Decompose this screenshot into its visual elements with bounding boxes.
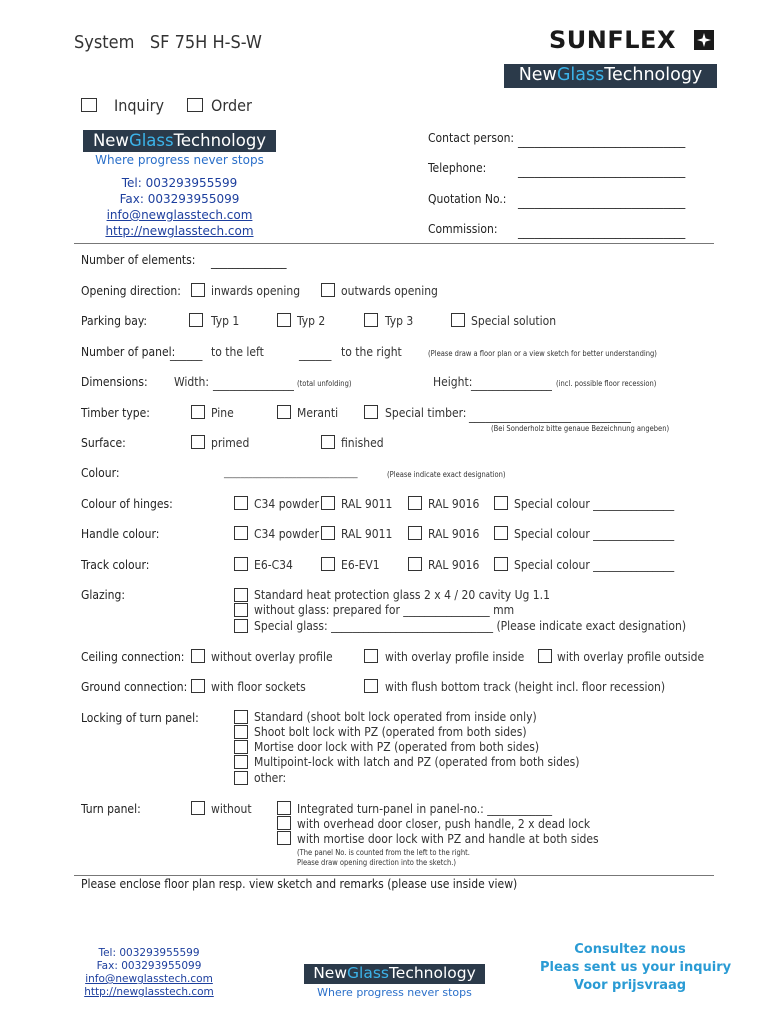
- ceiling-without-checkbox[interactable]: [191, 649, 205, 663]
- surface-label: Surface:: [81, 436, 126, 450]
- finished-checkbox[interactable]: [321, 435, 335, 449]
- glazing-standard-label: Standard heat protection glass 2 x 4 / 20 cavity Ug 1.1: [254, 588, 550, 602]
- meranti-checkbox[interactable]: [277, 405, 291, 419]
- contact-person-label: Contact person:: [428, 131, 515, 145]
- commission-field[interactable]: _______________________________: [518, 225, 686, 239]
- hinges-c34-label: C34 powder: [254, 497, 319, 511]
- turn-panel-note-2: Please draw opening direction into the sketch.): [297, 858, 457, 867]
- width-field[interactable]: _______________: [213, 377, 294, 391]
- ceiling-inside-checkbox[interactable]: [364, 649, 378, 663]
- footer-fax: Fax: 003293955099: [96, 960, 202, 972]
- locking-standard-checkbox[interactable]: [234, 710, 248, 724]
- company-tagline: Where progress never stops: [95, 153, 264, 167]
- height-note: (incl. possible floor recession): [556, 379, 657, 388]
- hinges-special-checkbox[interactable]: [494, 496, 508, 510]
- company-logo: NewGlassTechnology: [83, 130, 276, 152]
- track-e6c34-label: E6-C34: [254, 558, 293, 572]
- special-solution-label: Special solution: [471, 314, 557, 328]
- company-web-link[interactable]: http://newglasstech.com: [105, 224, 254, 238]
- top-divider: [74, 243, 714, 244]
- system-label: System: [74, 32, 135, 53]
- colour-of-hinges-label: Colour of hinges:: [81, 497, 173, 511]
- track-special-checkbox[interactable]: [494, 557, 508, 571]
- contact-person-field[interactable]: _______________________________: [518, 134, 686, 148]
- hinges-ral9016-checkbox[interactable]: [408, 496, 422, 510]
- panels-right-label: to the right: [341, 345, 402, 359]
- track-special-label[interactable]: Special colour _______________: [514, 558, 675, 572]
- ground-sockets-label: with floor sockets: [211, 680, 306, 694]
- ceiling-outside-checkbox[interactable]: [538, 649, 552, 663]
- cta-consult: Consultez nous: [574, 942, 686, 957]
- outwards-opening-checkbox[interactable]: [321, 283, 335, 297]
- turn-panel-label: Turn panel:: [81, 802, 141, 816]
- hinges-c34-checkbox[interactable]: [234, 496, 248, 510]
- outwards-opening-label: outwards opening: [341, 284, 438, 298]
- ceiling-inside-label: with overlay profile inside: [385, 650, 525, 664]
- locking-multipoint-label: Multipoint-lock with latch and PZ (operated from both sides): [254, 755, 580, 769]
- footer-tagline: Where progress never stops: [317, 986, 472, 999]
- timber-type-label: Timber type:: [81, 406, 150, 420]
- glazing-special-checkbox[interactable]: [234, 619, 248, 633]
- width-label: Width:: [174, 375, 209, 389]
- ground-connection-label: Ground connection:: [81, 680, 188, 694]
- handle-c34-checkbox[interactable]: [234, 526, 248, 540]
- inquiry-label: Inquiry: [114, 96, 165, 115]
- parking-bay-label: Parking bay:: [81, 314, 148, 328]
- handle-special-checkbox[interactable]: [494, 526, 508, 540]
- typ3-label: Typ 3: [385, 314, 414, 328]
- typ1-checkbox[interactable]: [189, 313, 203, 327]
- dimensions-label: Dimensions:: [81, 375, 148, 389]
- inquiry-checkbox[interactable]: [81, 98, 97, 112]
- order-checkbox[interactable]: [187, 98, 203, 112]
- quotation-no-label: Quotation No.:: [428, 192, 507, 206]
- special-solution-checkbox[interactable]: [451, 313, 465, 327]
- locking-other-checkbox[interactable]: [234, 771, 248, 785]
- special-timber-field[interactable]: ______________________________: [469, 409, 631, 423]
- number-of-panels-label: Number of panel:: [81, 345, 176, 359]
- hinges-ral9011-label: RAL 9011: [341, 497, 393, 511]
- typ1-label: Typ 1: [211, 314, 240, 328]
- panels-left-label: to the left: [211, 345, 264, 359]
- turn-panel-mortise-label: with mortise door lock with PZ and handle at both sides: [297, 832, 599, 846]
- handle-ral9016-label: RAL 9016: [428, 527, 480, 541]
- width-note: (total unfolding): [297, 379, 352, 388]
- track-e6c34-checkbox[interactable]: [234, 557, 248, 571]
- system-value: SF 75H H-S-W: [149, 32, 262, 53]
- handle-ral9011-label: RAL 9011: [341, 527, 393, 541]
- glazing-special-label[interactable]: Special glass: ______________________________ (Please indicate exact designation): [254, 619, 687, 633]
- cta-inquiry: Pleas sent us your inquiry: [540, 960, 732, 975]
- enclose-note: Please enclose floor plan resp. view sketch and remarks (please use inside view): [81, 877, 518, 891]
- typ2-checkbox[interactable]: [277, 313, 291, 327]
- inwards-opening-label: inwards opening: [211, 284, 301, 298]
- handle-ral9011-checkbox[interactable]: [321, 526, 335, 540]
- ground-sockets-checkbox[interactable]: [191, 679, 205, 693]
- locking-mortise-checkbox[interactable]: [234, 740, 248, 754]
- handle-colour-label: Handle colour:: [81, 527, 160, 541]
- typ2-label: Typ 2: [297, 314, 326, 328]
- locking-multipoint-checkbox[interactable]: [234, 755, 248, 769]
- brand-star-icon: [694, 30, 714, 50]
- track-ral9016-checkbox[interactable]: [408, 557, 422, 571]
- footer-web-link[interactable]: http://newglasstech.com: [84, 986, 214, 998]
- hinges-special-label[interactable]: Special colour _______________: [514, 497, 675, 511]
- colour-note: (Please indicate exact designation): [387, 470, 506, 479]
- quotation-no-field[interactable]: _______________________________: [518, 195, 686, 209]
- primed-checkbox[interactable]: [191, 435, 205, 449]
- system-title: [74, 32, 262, 53]
- brand-name: SUNFLEX: [549, 26, 676, 54]
- hinges-ral9016-label: RAL 9016: [428, 497, 480, 511]
- track-e6ev1-checkbox[interactable]: [321, 557, 335, 571]
- ceiling-outside-label: with overlay profile outside: [557, 650, 705, 664]
- inwards-opening-checkbox[interactable]: [191, 283, 205, 297]
- special-timber-checkbox[interactable]: [364, 405, 378, 419]
- company-email-link[interactable]: info@newglasstech.com: [106, 208, 253, 222]
- footer-logo: NewGlassTechnology: [304, 964, 485, 984]
- glazing-without-label[interactable]: without glass: prepared for ________________ mm: [254, 603, 515, 617]
- height-label: Height:: [433, 375, 473, 389]
- locking-standard-label: Standard (shoot bolt lock operated from inside only): [254, 710, 537, 724]
- handle-c34-label: C34 powder: [254, 527, 319, 541]
- order-label: Order: [211, 96, 252, 115]
- telephone-field[interactable]: _______________________________: [518, 164, 686, 178]
- ceiling-connection-label: Ceiling connection:: [81, 650, 185, 664]
- locking-shootbolt-label: Shoot bolt lock with PZ (operated from both sides): [254, 725, 527, 739]
- opening-direction-label: Opening direction:: [81, 284, 181, 298]
- pine-checkbox[interactable]: [191, 405, 205, 419]
- locking-shootbolt-checkbox[interactable]: [234, 725, 248, 739]
- turn-panel-mortise-checkbox[interactable]: [277, 831, 291, 845]
- locking-mortise-label: Mortise door lock with PZ (operated from both sides): [254, 740, 540, 754]
- footer-tel: Tel: 003293955599: [98, 947, 200, 959]
- primed-label: primed: [211, 436, 250, 450]
- telephone-label: Telephone:: [428, 161, 487, 175]
- locking-other-label: other:: [254, 771, 287, 785]
- ceiling-without-label: without overlay profile: [211, 650, 333, 664]
- typ3-checkbox[interactable]: [364, 313, 378, 327]
- glazing-label: Glazing:: [81, 588, 125, 602]
- track-colour-label: Track colour:: [81, 558, 150, 572]
- height-field[interactable]: _______________: [471, 377, 552, 391]
- header-logo: NewGlassTechnology: [504, 64, 717, 88]
- panels-left-field[interactable]: ______: [170, 347, 203, 361]
- turn-panel-integrated-checkbox[interactable]: [277, 801, 291, 815]
- panels-note: (Please draw a floor plan or a view sketch for better understanding): [428, 349, 657, 358]
- finished-label: finished: [341, 436, 384, 450]
- meranti-label: Meranti: [297, 406, 339, 420]
- number-of-elements-field[interactable]: ______________: [211, 255, 287, 269]
- glazing-without-checkbox[interactable]: [234, 603, 248, 617]
- ground-flush-checkbox[interactable]: [364, 679, 378, 693]
- company-fax: Fax: 003293955099: [119, 192, 240, 206]
- turn-panel-closer-label: with overhead door closer, push handle, 2 x dead lock: [297, 817, 591, 831]
- panels-right-field[interactable]: ______: [299, 347, 332, 361]
- turn-panel-note-1: (The panel No. is counted from the left to the right.: [297, 848, 470, 857]
- commission-label: Commission:: [428, 222, 498, 236]
- pine-label: Pine: [211, 406, 234, 420]
- turn-panel-integrated-label[interactable]: Integrated turn-panel in panel-no.: ____________: [297, 802, 553, 816]
- hinges-ral9011-checkbox[interactable]: [321, 496, 335, 510]
- cta-prijsvraag: Voor prijsvraag: [573, 978, 687, 993]
- handle-ral9016-checkbox[interactable]: [408, 526, 422, 540]
- turn-panel-without-checkbox[interactable]: [191, 801, 205, 815]
- brand-wordmark: [549, 26, 676, 54]
- colour-label: Colour:: [81, 466, 120, 480]
- track-ral9016-label: RAL 9016: [428, 558, 480, 572]
- turn-panel-without-label: without: [211, 802, 252, 816]
- company-tel: Tel: 003293955599: [121, 176, 238, 190]
- special-timber-label: Special timber:: [385, 406, 467, 420]
- turn-panel-closer-checkbox[interactable]: [277, 816, 291, 830]
- ground-flush-label: with flush bottom track (height incl. floor recession): [385, 680, 666, 694]
- number-of-elements-label: Number of elements:: [81, 253, 196, 267]
- handle-special-label[interactable]: Special colour _______________: [514, 527, 675, 541]
- locking-turn-panel-label: Locking of turn panel:: [81, 711, 199, 725]
- special-timber-note: (Bei Sonderholz bitte genaue Bezeichnung angeben): [491, 424, 670, 433]
- colour-field[interactable]: _________________________________: [224, 469, 358, 479]
- footer-email-link[interactable]: info@newglasstech.com: [85, 973, 213, 985]
- bottom-divider: [74, 875, 714, 876]
- glazing-standard-checkbox[interactable]: [234, 588, 248, 602]
- track-e6ev1-label: E6-EV1: [341, 558, 380, 572]
